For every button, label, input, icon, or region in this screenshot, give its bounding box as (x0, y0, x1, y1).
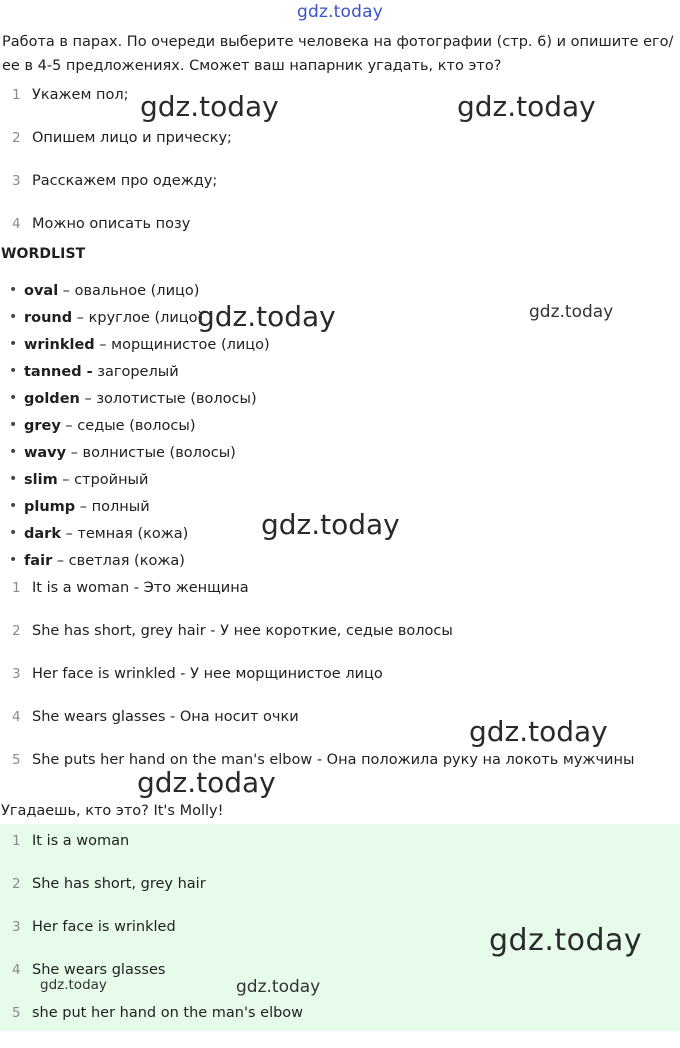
step-text: Можно описать позу (32, 216, 191, 232)
step-text: she put her hand on the man's elbow (32, 1005, 304, 1021)
list-item (0, 418, 680, 445)
step-text: She puts her hand on the man's elbow - Она положила руку на локоть мужчины (32, 752, 635, 768)
word-term: round (24, 310, 73, 326)
watermark: gdz.today (140, 90, 279, 123)
word-meaning: – круглое (лицо) (72, 310, 204, 326)
watermark: gdz.today (40, 977, 107, 993)
list-item (0, 1005, 680, 1048)
list-item (0, 472, 680, 499)
watermark: gdz.today (529, 302, 614, 322)
watermark: gdz.today (261, 508, 400, 541)
word-meaning: – морщинистое (лицо) (94, 337, 270, 353)
list-item (0, 391, 680, 418)
watermark: gdz.today (489, 923, 643, 958)
bullet-icon: • (9, 498, 18, 514)
step-number: 4 (12, 962, 21, 978)
word-term: fair (24, 553, 53, 569)
translation-list (0, 580, 680, 795)
word-term: wrinkled (24, 337, 95, 353)
list-item (0, 337, 680, 364)
bullet-icon: • (9, 471, 18, 487)
step-number: 5 (12, 1005, 21, 1021)
list-item (0, 216, 680, 259)
step-number: 4 (12, 709, 21, 725)
step-number: 5 (12, 752, 21, 768)
step-number: 2 (12, 130, 21, 146)
watermark: gdz.today (236, 977, 321, 997)
word-meaning: – светлая (кожа) (52, 553, 185, 569)
step-number: 3 (12, 173, 21, 189)
list-item (0, 364, 680, 391)
list-item (0, 130, 680, 173)
step-number: 1 (12, 580, 21, 596)
bullet-icon: • (9, 444, 18, 460)
header-watermark: gdz.today (296, 2, 384, 22)
word-meaning: – полный (75, 499, 150, 515)
word-term: plump (24, 499, 76, 515)
step-number: 3 (12, 666, 21, 682)
word-meaning: – стройный (57, 472, 149, 488)
step-number: 2 (12, 876, 21, 892)
bullet-icon: • (9, 552, 18, 568)
list-item (0, 173, 680, 216)
word-meaning: загорелый (92, 364, 179, 380)
conclusion-text: Угадаешь, кто это? It's Molly! (1, 803, 224, 819)
task-description: Работа в парах. По очереди выберите человека на фотографии (стр. 6) и опишите его/ее в 4-5 предложениях. Сможет ваш напарник угадать, кто это? (2, 34, 674, 74)
list-item (0, 752, 680, 795)
step-text: Расскажем про одежду; (32, 173, 218, 189)
bullet-icon: • (9, 417, 18, 433)
list-item (0, 553, 680, 580)
bullet-icon: • (9, 336, 18, 352)
list-item (0, 876, 680, 919)
word-term: wavy (24, 445, 67, 461)
word-meaning: – золотистые (волосы) (79, 391, 257, 407)
bullet-icon: • (9, 390, 18, 406)
step-text: She has short, grey hair - У нее короткие, седые волосы (32, 623, 453, 639)
watermark: gdz.today (469, 715, 608, 748)
word-meaning: – темная (кожа) (60, 526, 189, 542)
step-number: 1 (12, 833, 21, 849)
word-meaning: – овальное (лицо) (58, 283, 200, 299)
step-text: It is a woman (32, 833, 130, 849)
word-term: oval (24, 283, 59, 299)
word-term: tanned - (24, 364, 93, 380)
word-meaning: – седые (волосы) (60, 418, 196, 434)
bullet-icon: • (9, 363, 18, 379)
bullet-icon: • (9, 525, 18, 541)
watermark: gdz.today (197, 300, 336, 333)
watermark: gdz.today (137, 766, 276, 799)
word-term: dark (24, 526, 61, 542)
list-item (0, 580, 680, 623)
word-meaning: – волнистые (волосы) (66, 445, 236, 461)
list-item (0, 833, 680, 876)
step-number: 3 (12, 919, 21, 935)
word-term: slim (24, 472, 58, 488)
word-term: golden (24, 391, 80, 407)
list-item (0, 623, 680, 666)
step-number: 2 (12, 623, 21, 639)
step-text: She wears glasses (32, 962, 166, 978)
list-item (0, 445, 680, 472)
step-number: 4 (12, 216, 21, 232)
step-text: She wears glasses - Она носит очки (32, 709, 299, 725)
list-item (0, 666, 680, 709)
word-term: grey (24, 418, 61, 434)
step-text: She has short, grey hair (32, 876, 206, 892)
step-text: It is a woman - Это женщина (32, 580, 249, 596)
step-text: Опишем лицо и прическу; (32, 130, 232, 146)
wordlist-heading: WORDLIST (1, 246, 86, 262)
step-text: Her face is wrinkled - У нее морщинистое лицо (32, 666, 383, 682)
watermark: gdz.today (457, 90, 596, 123)
bullet-icon: • (9, 282, 18, 298)
step-text: Укажем пол; (32, 87, 129, 103)
step-number: 1 (12, 87, 21, 103)
bullet-icon: • (9, 309, 18, 325)
step-text: Her face is wrinkled (32, 919, 176, 935)
